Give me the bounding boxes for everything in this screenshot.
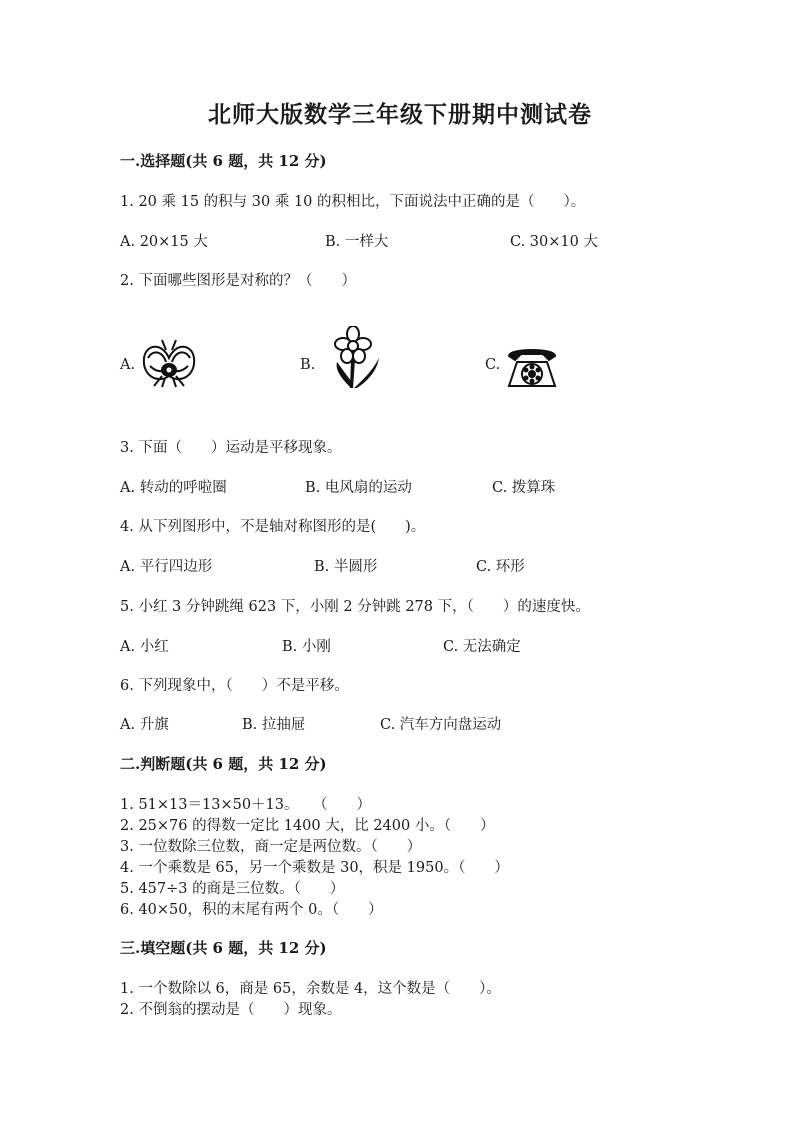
fill-item-1: 1. 一个数除以 6，商是 65，余数是 4，这个数是（ ）。: [120, 981, 501, 997]
q2-option-a: A.: [120, 357, 136, 373]
judge-item-6: 6. 40×50，积的末尾有两个 0。（ ）: [120, 902, 383, 918]
section-heading-choice: 一.选择题(共 6 题，共 12 分): [120, 152, 327, 170]
q3-option-c: C. 拨算珠: [492, 480, 556, 496]
question-3: 3. 下面（ ）运动是平移现象。: [120, 440, 342, 456]
judge-item-5: 5. 457÷3 的商是三位数。（ ）: [120, 881, 345, 897]
q2-option-c: C.: [485, 357, 501, 373]
q5-option-b: B. 小刚: [282, 639, 331, 655]
question-4: 4. 从下列图形中，不是轴对称图形的是( )。: [120, 519, 426, 535]
q5-option-c: C. 无法确定: [443, 639, 521, 655]
question-5: 5. 小红 3 分钟跳绳 623 下，小刚 2 分钟跳 278 下，（ ）的速度快。: [120, 599, 590, 615]
q5-option-a: A. 小红: [120, 639, 169, 655]
flower-icon: [323, 326, 383, 390]
q6-option-a: A. 升旗: [120, 717, 169, 733]
q3-option-b: B. 电风扇的运动: [305, 480, 412, 496]
judge-item-2: 2. 25×76 的得数一定比 1400 大，比 2400 小。（ ）: [120, 818, 495, 834]
judge-item-4: 4. 一个乘数是 65，另一个乘数是 30，积是 1950。（ ）: [120, 860, 509, 876]
judge-item-1: 1. 51×13＝13×50＋13。 （ ）: [120, 797, 371, 813]
q2-option-b: B.: [300, 357, 316, 373]
section-heading-fill: 三.填空题(共 6 题，共 12 分): [120, 939, 327, 957]
butterfly-icon: [138, 336, 200, 388]
question-2: 2. 下面哪些图形是对称的？（ ）: [120, 273, 356, 289]
telephone-icon: [505, 344, 559, 390]
q4-option-a: A. 平行四边形: [120, 559, 213, 575]
page-title: 北师大版数学三年级下册期中测试卷: [208, 101, 592, 128]
judge-item-3: 3. 一位数除三位数，商一定是两位数。（ ）: [120, 839, 422, 855]
question-1: 1. 20 乘 15 的积与 30 乘 10 的积相比，下面说法中正确的是（ ）。: [120, 194, 586, 210]
q3-option-a: A. 转动的呼啦圈: [120, 480, 227, 496]
q4-option-c: C. 环形: [476, 559, 525, 575]
section-heading-judge: 二.判断题(共 6 题，共 12 分): [120, 755, 327, 773]
q6-option-c: C. 汽车方向盘运动: [380, 717, 502, 733]
q1-option-a: A. 20×15 大: [120, 234, 208, 250]
fill-item-2: 2. 不倒翁的摆动是（ ）现象。: [120, 1002, 342, 1018]
q6-option-b: B. 拉抽屉: [242, 717, 306, 733]
question-6: 6. 下列现象中，（ ）不是平移。: [120, 678, 349, 694]
q4-option-b: B. 半圆形: [314, 559, 378, 575]
q1-option-b: B. 一样大: [325, 234, 389, 250]
q1-option-c: C. 30×10 大: [510, 234, 598, 250]
